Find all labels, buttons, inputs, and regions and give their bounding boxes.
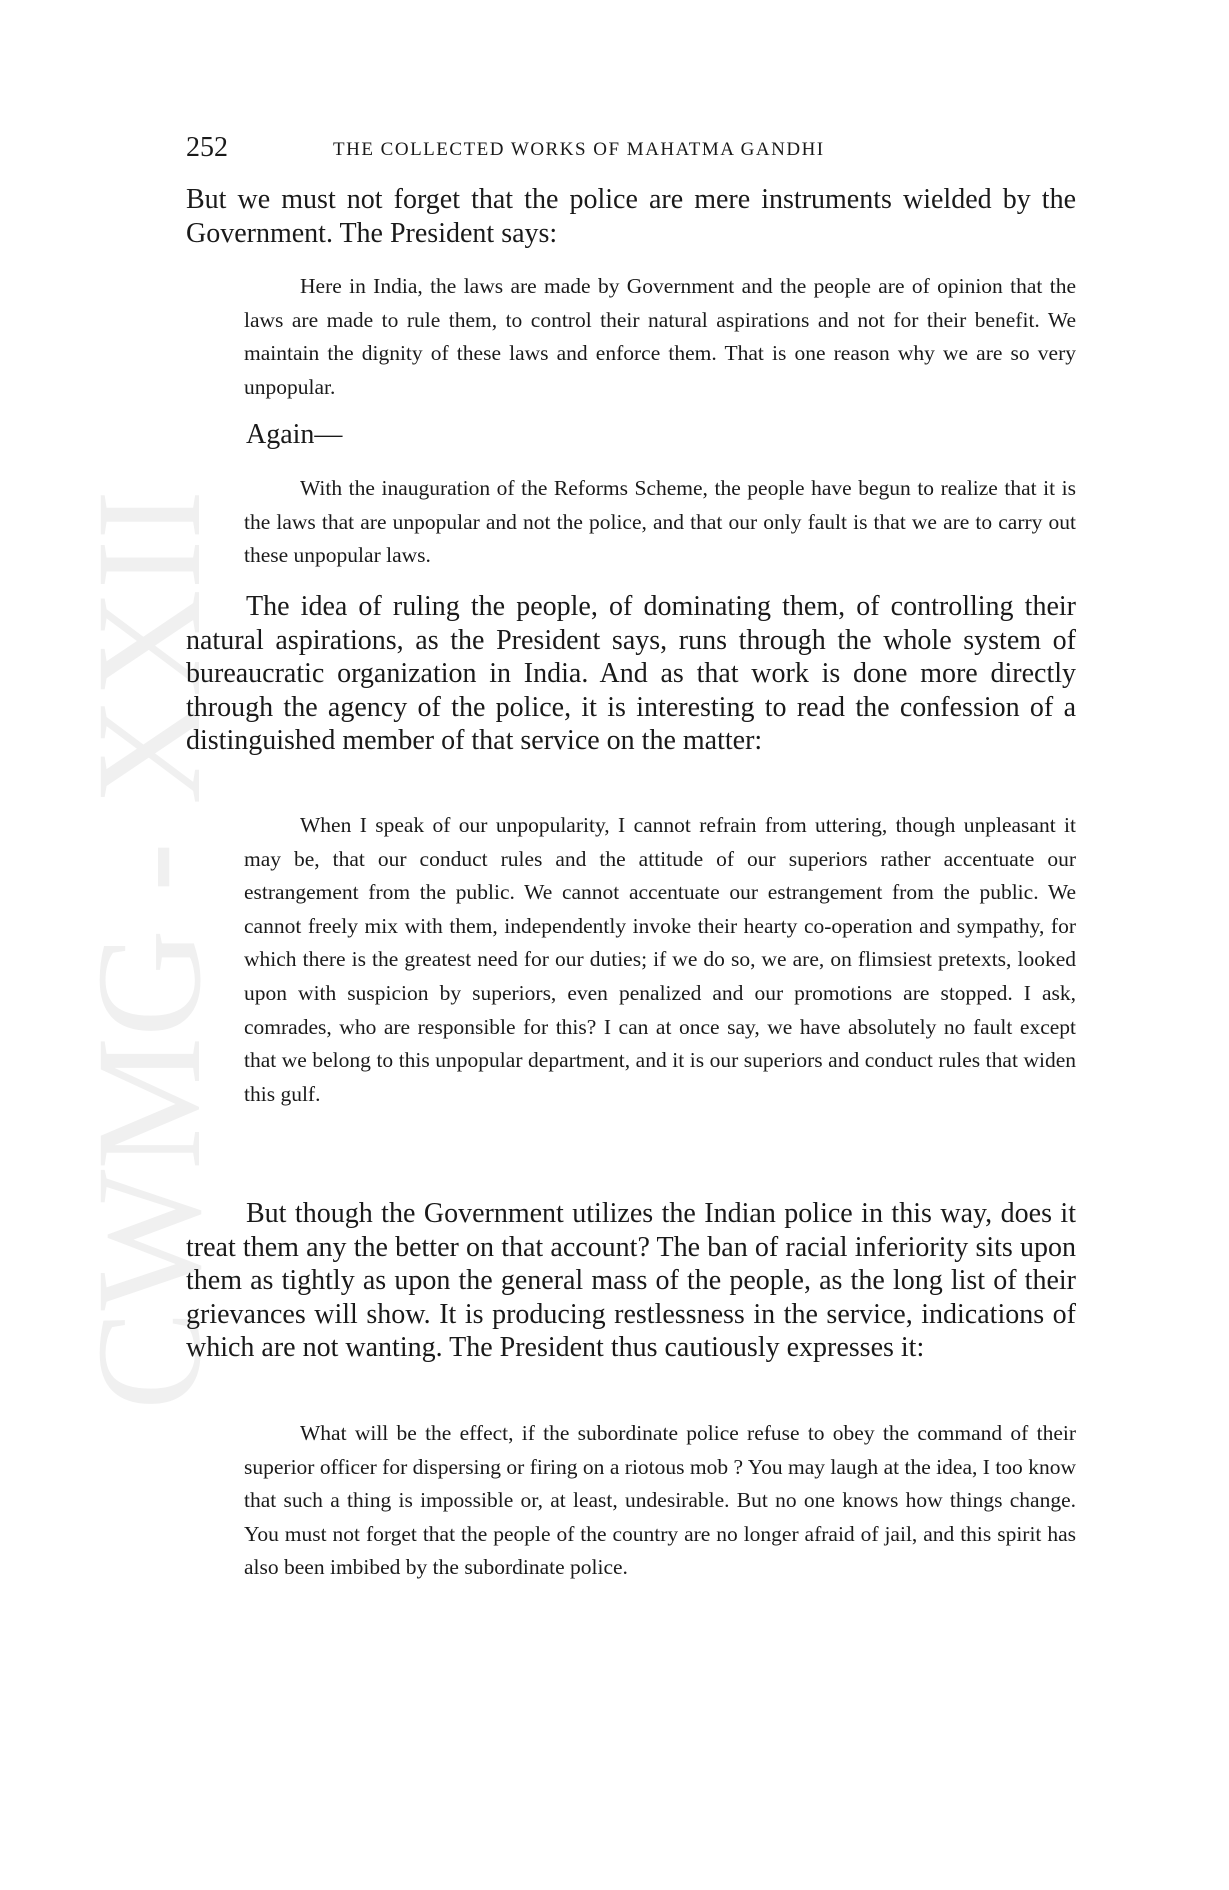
- quote-3: When I speak of our unpopularity, I cannot refrain from uttering, though unpleasant it may be, that our conduct rules and the attitude of our superiors rather accentuate our estrangement from the public. We cannot accentuate our estrangement from the public. We cannot freely mix with them, independently invoke their hearty co-operation and sympathy, for which there is the greatest need for our duties; if we do so, we are, on flimsiest pretexts, looked upon with suspicion by superiors, even penalized and our promotions are stopped. I ask, comrades, who are responsible for this? I can at once say, we have absolutely no fault except that we belong to this unpopular department, and it is our superiors and conduct rules that widen this gulf.: [244, 813, 1076, 1106]
- watermark-text: CWMG - XXII: [66, 485, 232, 1410]
- page-number: 252: [186, 132, 228, 163]
- quote-2: With the inauguration of the Reforms Scheme, the people have begun to realize that it is the laws that are unpopular and not the police, and that our only fault is that we are to carry out these unpopular laws.: [244, 476, 1076, 568]
- quote-4: What will be the effect, if the subordinate police refuse to obey the command of their superior officer for dispersing or firing on a riotous mob ? You may laugh at the idea, I too know that such a thing is impossible or, at least, undesirable. But no one knows how things change. You must not forget that the people of the country are no longer afraid of jail, and this spirit has also been imbibed by the subordinate police.: [244, 1421, 1076, 1580]
- page-header: [186, 132, 1076, 168]
- paragraph-3: But though the Government utilizes the Indian police in this way, does it treat them any the better on that account? The ban of racial inferiority sits upon them as tightly as upon the general mass of the people, as the long list of their grievances will show. It is producing restlessness in the service, indications of which are not wanting. The President thus cautiously expresses it:: [186, 1198, 1076, 1363]
- quote-1: Here in India, the laws are made by Government and the people are of opinion that the laws are made to rule them, to control their natural aspirations and not for their benefit. We maintain the dignity of these laws and enforce them. That is one reason why we are so very unpopular.: [244, 274, 1076, 399]
- again-label: Again—: [246, 419, 343, 450]
- paragraph-1: But we must not forget that the police are mere instruments wielded by the Government. The President says:: [186, 184, 1076, 249]
- running-head: THE COLLECTED WORKS OF MAHATMA GANDHI: [333, 139, 825, 160]
- paragraph-2: The idea of ruling the people, of dominating them, of controlling their natural aspirations, as the President says, runs through the whole system of bureaucratic organization in India. And as that work is done more directly through the agency of the police, it is interesting to read the confession of a distinguished member of that service on the matter:: [186, 591, 1076, 756]
